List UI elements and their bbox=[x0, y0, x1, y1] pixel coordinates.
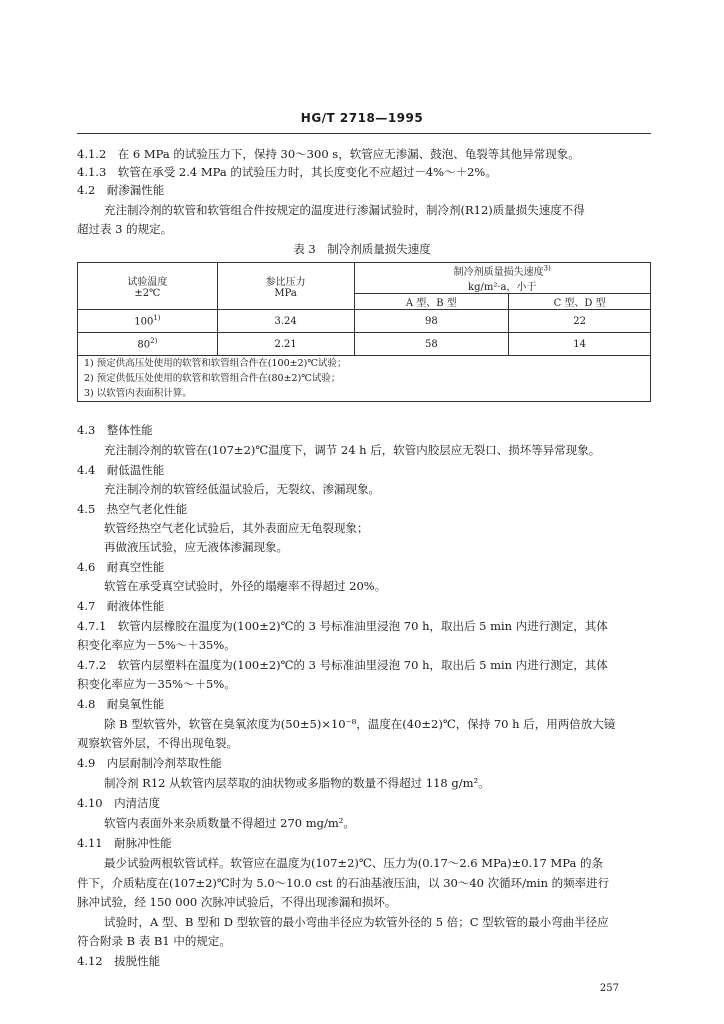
paragraph-line: 软管内表面外来杂质数量不得超过 270 mg/m²。 bbox=[104, 816, 355, 830]
cell-ab: 58 bbox=[354, 333, 509, 356]
clause-4-1-3: 4.1.3 软管在承受 2.4 MPa 的试验压力时，其长度变化不应超过－4%～＋2%。 bbox=[77, 165, 497, 179]
heading-4-12: 4.12 拔脱性能 bbox=[77, 954, 161, 968]
table-notes bbox=[78, 356, 651, 402]
table-3 bbox=[77, 262, 651, 402]
cell-ab: 98 bbox=[354, 310, 509, 333]
heading-4-8: 4.8 耐臭氧性能 bbox=[77, 697, 165, 711]
heading-4-7: 4.7 耐液体性能 bbox=[77, 599, 165, 613]
paragraph-line: 再做液压试验，应无液体渗漏现象。 bbox=[104, 540, 288, 554]
heading-4-11: 4.11 耐脉冲性能 bbox=[77, 836, 172, 850]
heading-4-10: 4.10 内清洁度 bbox=[77, 796, 161, 810]
paragraph-line: 符合附录 B 表 B1 中的规定。 bbox=[77, 934, 231, 948]
heading-4-2: 4.2 耐渗漏性能 bbox=[77, 183, 165, 197]
table-row bbox=[78, 310, 651, 333]
table-row bbox=[78, 333, 651, 356]
table-caption: 表 3 制冷剂质量损失速度 bbox=[293, 242, 431, 256]
paragraph-line: 制冷剂 R12 从软管内层萃取的油状物或多脂物的数量不得超过 118 g/m²。 bbox=[104, 776, 490, 790]
cell-cd: 14 bbox=[509, 333, 651, 356]
col-header-pressure: 参比压力 MPa bbox=[217, 263, 354, 310]
table-note: 1) 预定供高压处使用的软管和软管组合件在(100±2)℃试验； bbox=[84, 358, 347, 369]
clause-4-1-2: 4.1.2 在 6 MPa 的试验压力下，保持 30～300 s，软管应无渗漏、鼓泡、龟裂等其他异常现象。 bbox=[77, 147, 580, 161]
sub-header-cd: C 型、D 型 bbox=[509, 294, 651, 310]
clause-4-7-2: 4.7.2 软管内层塑料在温度为(100±2)℃的 3 号标准油里浸泡 70 h，取出后 5 min 内进行测定，其体 bbox=[77, 658, 608, 672]
paragraph-line: 积变化率应为－35%～＋5%。 bbox=[77, 677, 236, 691]
cell-pressure: 3.24 bbox=[217, 310, 354, 333]
cell-temp: 80$^{2)}$ bbox=[78, 333, 218, 356]
page-number: 257 bbox=[599, 983, 619, 994]
paragraph-line: 充注制冷剂的软管经低温试验后，无裂纹、渗漏现象。 bbox=[104, 482, 380, 496]
paragraph-line: 件下，介质粘度在(107±2)℃时为 5.0～10.0 cst 的石油基液压油，以 30～40 次循环/min 的频率进行 bbox=[77, 876, 610, 890]
paragraph-line: 超过表 3 的规定。 bbox=[77, 222, 173, 236]
paragraph-line: 试验时，A 型、B 型和 D 型软管的最小弯曲半径应为软管外径的 5 倍；C 型软管的最小弯曲半径应 bbox=[104, 915, 609, 929]
col-header-temperature: 试验温度 ±2℃ bbox=[78, 263, 218, 310]
header-rule bbox=[77, 133, 651, 134]
heading-4-4: 4.4 耐低温性能 bbox=[77, 463, 165, 477]
page-header: HG/T 2718—1995 bbox=[300, 111, 424, 125]
paragraph-line: 软管经热空气老化试验后，其外表面应无龟裂现象； bbox=[104, 521, 369, 535]
paragraph-line: 充注制冷剂的软管和软管组合件按规定的温度进行渗漏试验时，制冷剂(R12)质量损失速度不得 bbox=[104, 203, 585, 217]
heading-4-3: 4.3 整体性能 bbox=[77, 423, 153, 437]
cell-cd: 22 bbox=[509, 310, 651, 333]
heading-4-9: 4.9 内层耐制冷剂萃取性能 bbox=[77, 756, 222, 770]
paragraph-line: 观察软管外层，不得出现龟裂。 bbox=[77, 736, 238, 750]
paragraph-line: 软管在承受真空试验时，外径的塌瘪率不得超过 20%。 bbox=[104, 579, 387, 593]
paragraph-line: 积变化率应为－5%～＋35%。 bbox=[77, 638, 236, 652]
cell-temp: 100$^{1)}$ bbox=[78, 310, 218, 333]
table-note: 2) 预定供低压处使用的软管和软管组合件在(80±2)℃试验； bbox=[84, 373, 341, 384]
paragraph-line: 充注制冷剂的软管在(107±2)℃温度下，调节 24 h 后，软管内胶层应无裂口、损坏等异常现象。 bbox=[104, 443, 601, 457]
sub-header-ab: A 型、B 型 bbox=[354, 294, 509, 310]
paragraph-line: 最少试验两根软管试样。软管应在温度为(107±2)℃、压力为(0.17～2.6 MPa)±0.17 MPa 的条 bbox=[104, 856, 604, 870]
cell-pressure: 2.21 bbox=[217, 333, 354, 356]
paragraph-line: 除 B 型软管外，软管在臭氧浓度为(50±5)×10⁻⁸，温度在(40±2)℃，保持 70 h 后，用两倍放大镜 bbox=[104, 717, 616, 731]
table-note: 3) 以软管内表面积计算。 bbox=[84, 388, 192, 399]
heading-4-5: 4.5 热空气老化性能 bbox=[77, 502, 188, 516]
paragraph-line: 脉冲试验，经 150 000 次脉冲试验后，不得出现渗漏和损坏。 bbox=[77, 895, 397, 909]
clause-4-7-1: 4.7.1 软管内层橡胶在温度为(100±2)℃的 3 号标准油里浸泡 70 h，取出后 5 min 内进行测定，其体 bbox=[77, 619, 608, 633]
col-header-loss-rate: 制冷剂质量损失速度$^{3)}$ kg/m²·a，小于 bbox=[354, 263, 651, 294]
heading-4-6: 4.6 耐真空性能 bbox=[77, 560, 165, 574]
